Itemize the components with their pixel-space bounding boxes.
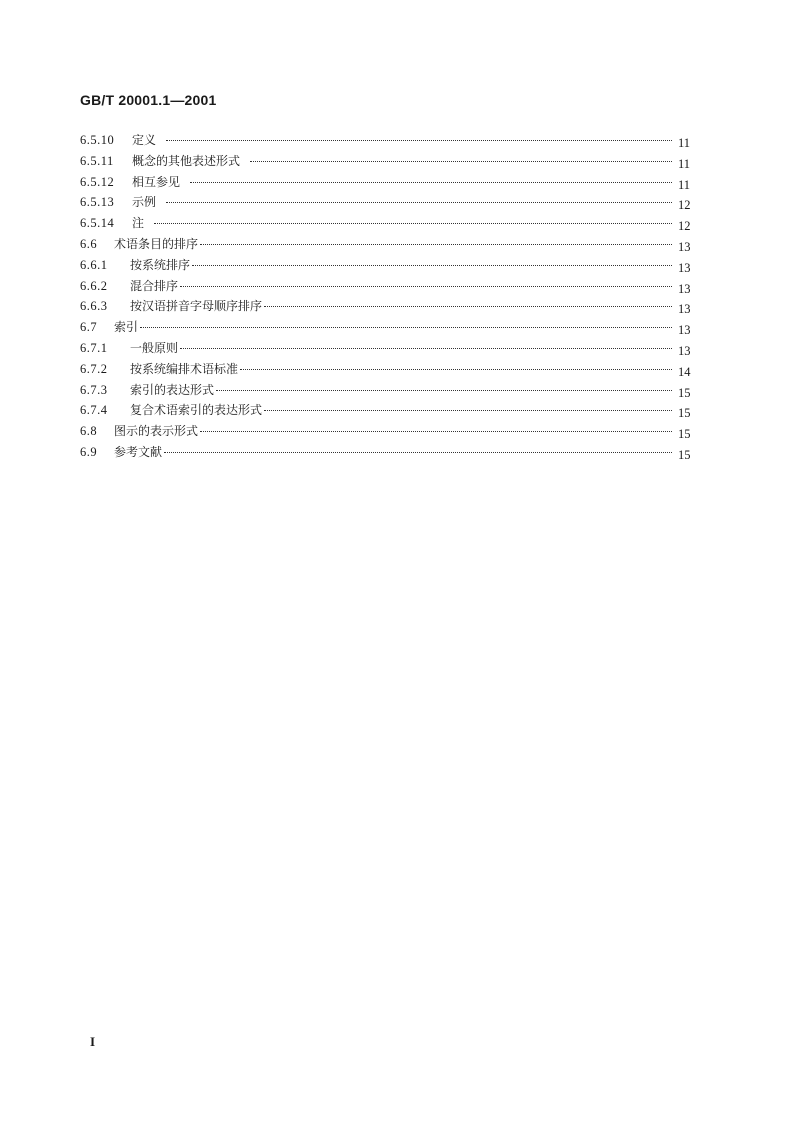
toc-entry-page: 12 (678, 219, 691, 234)
toc-entry-page: 11 (678, 177, 691, 192)
toc-entry-title: 索引的表达形式 (130, 382, 215, 397)
toc-entry-title: 图示的表示形式 (114, 424, 199, 439)
toc-entry-title: 概念的其他表述形式 (132, 153, 241, 168)
toc-dot-leader (264, 410, 672, 411)
toc-entry-page: 14 (678, 364, 691, 379)
toc-entry-page: 11 (678, 156, 691, 171)
toc-entry-number: 6.5.12 (80, 174, 115, 189)
toc-entry-title: 注 (132, 216, 145, 231)
toc-entry[interactable] (80, 151, 700, 172)
toc-entry-title: 参考文献 (114, 444, 163, 459)
page-number: I (90, 1034, 96, 1049)
toc-entry-page: 13 (678, 260, 691, 275)
toc-dot-leader (166, 202, 672, 203)
toc-entry-number: 6.7.2 (80, 361, 108, 376)
toc-entry-number: 6.6.3 (80, 299, 108, 314)
toc-entry[interactable] (80, 421, 700, 442)
toc-entry[interactable] (80, 380, 700, 401)
toc-entry-number: 6.6 (80, 236, 98, 251)
toc-dot-leader (192, 265, 672, 266)
toc-entry[interactable] (80, 172, 700, 193)
toc-entry[interactable] (80, 234, 700, 255)
toc-entry-number: 6.7.4 (80, 403, 108, 418)
toc-entry[interactable] (80, 296, 700, 317)
toc-entry[interactable] (80, 400, 700, 421)
toc-entry-page: 11 (678, 136, 691, 150)
toc-entry-page: 13 (678, 281, 691, 296)
toc-entry[interactable] (80, 276, 700, 297)
toc-entry[interactable] (80, 130, 700, 151)
toc-entry-number: 6.7.1 (80, 340, 108, 355)
toc-entry-title: 术语条目的排序 (114, 236, 199, 251)
toc-dot-leader (180, 348, 672, 349)
toc-entry[interactable] (80, 442, 700, 463)
toc-entry-title: 示例 (132, 195, 157, 210)
toc-entry-number: 6.5.13 (80, 195, 115, 210)
table-of-contents (80, 130, 700, 463)
toc-dot-leader (200, 431, 672, 432)
toc-entry-page: 13 (678, 239, 691, 254)
toc-entry-title: 一般原则 (130, 340, 179, 355)
toc-entry-page: 15 (678, 406, 691, 421)
toc-entry-number: 6.7 (80, 320, 98, 335)
toc-entry-number: 6.5.10 (80, 133, 115, 147)
toc-dot-leader (216, 390, 672, 391)
toc-entry-number: 6.5.14 (80, 216, 115, 231)
toc-dot-leader (166, 140, 672, 141)
toc-entry-page: 13 (678, 302, 691, 317)
toc-dot-leader (240, 369, 672, 370)
toc-entry[interactable] (80, 317, 700, 338)
toc-dot-leader (140, 327, 672, 328)
toc-entry-number: 6.8 (80, 424, 98, 439)
toc-entry[interactable] (80, 192, 700, 213)
toc-entry[interactable] (80, 213, 700, 234)
toc-dot-leader (264, 306, 672, 307)
toc-entry-title: 按系统排序 (130, 257, 191, 272)
page-header-standard-code: GB/T 20001.1—2001 (80, 92, 217, 108)
toc-dot-leader (180, 286, 672, 287)
toc-dot-leader (200, 244, 672, 245)
toc-entry-title: 索引 (114, 320, 139, 335)
toc-dot-leader (154, 223, 672, 224)
toc-entry-title: 按汉语拼音字母顺序排序 (130, 299, 263, 314)
toc-entry[interactable] (80, 255, 700, 276)
toc-dot-leader (164, 452, 672, 453)
toc-entry-page: 15 (678, 427, 691, 442)
toc-entry-number: 6.6.1 (80, 257, 108, 272)
toc-entry-title: 混合排序 (130, 278, 179, 293)
toc-entry-number: 6.9 (80, 444, 98, 459)
toc-entry[interactable] (80, 338, 700, 359)
toc-entry-title: 定义 (132, 133, 157, 147)
toc-entry-page: 13 (678, 343, 691, 358)
toc-entry-page: 15 (678, 385, 691, 400)
toc-entry-number: 6.5.11 (80, 153, 114, 168)
toc-entry-title: 按系统编排术语标准 (130, 361, 239, 376)
toc-entry-page: 12 (678, 198, 691, 213)
toc-dot-leader (250, 161, 672, 162)
toc-entry-page: 13 (678, 323, 691, 338)
toc-entry[interactable] (80, 359, 700, 380)
toc-entry-title: 复合术语索引的表达形式 (130, 403, 263, 418)
toc-entry-number: 6.6.2 (80, 278, 108, 293)
toc-entry-number: 6.7.3 (80, 382, 108, 397)
toc-entry-title: 相互参见 (132, 174, 181, 189)
toc-dot-leader (190, 182, 672, 183)
toc-entry-page: 15 (678, 447, 691, 462)
